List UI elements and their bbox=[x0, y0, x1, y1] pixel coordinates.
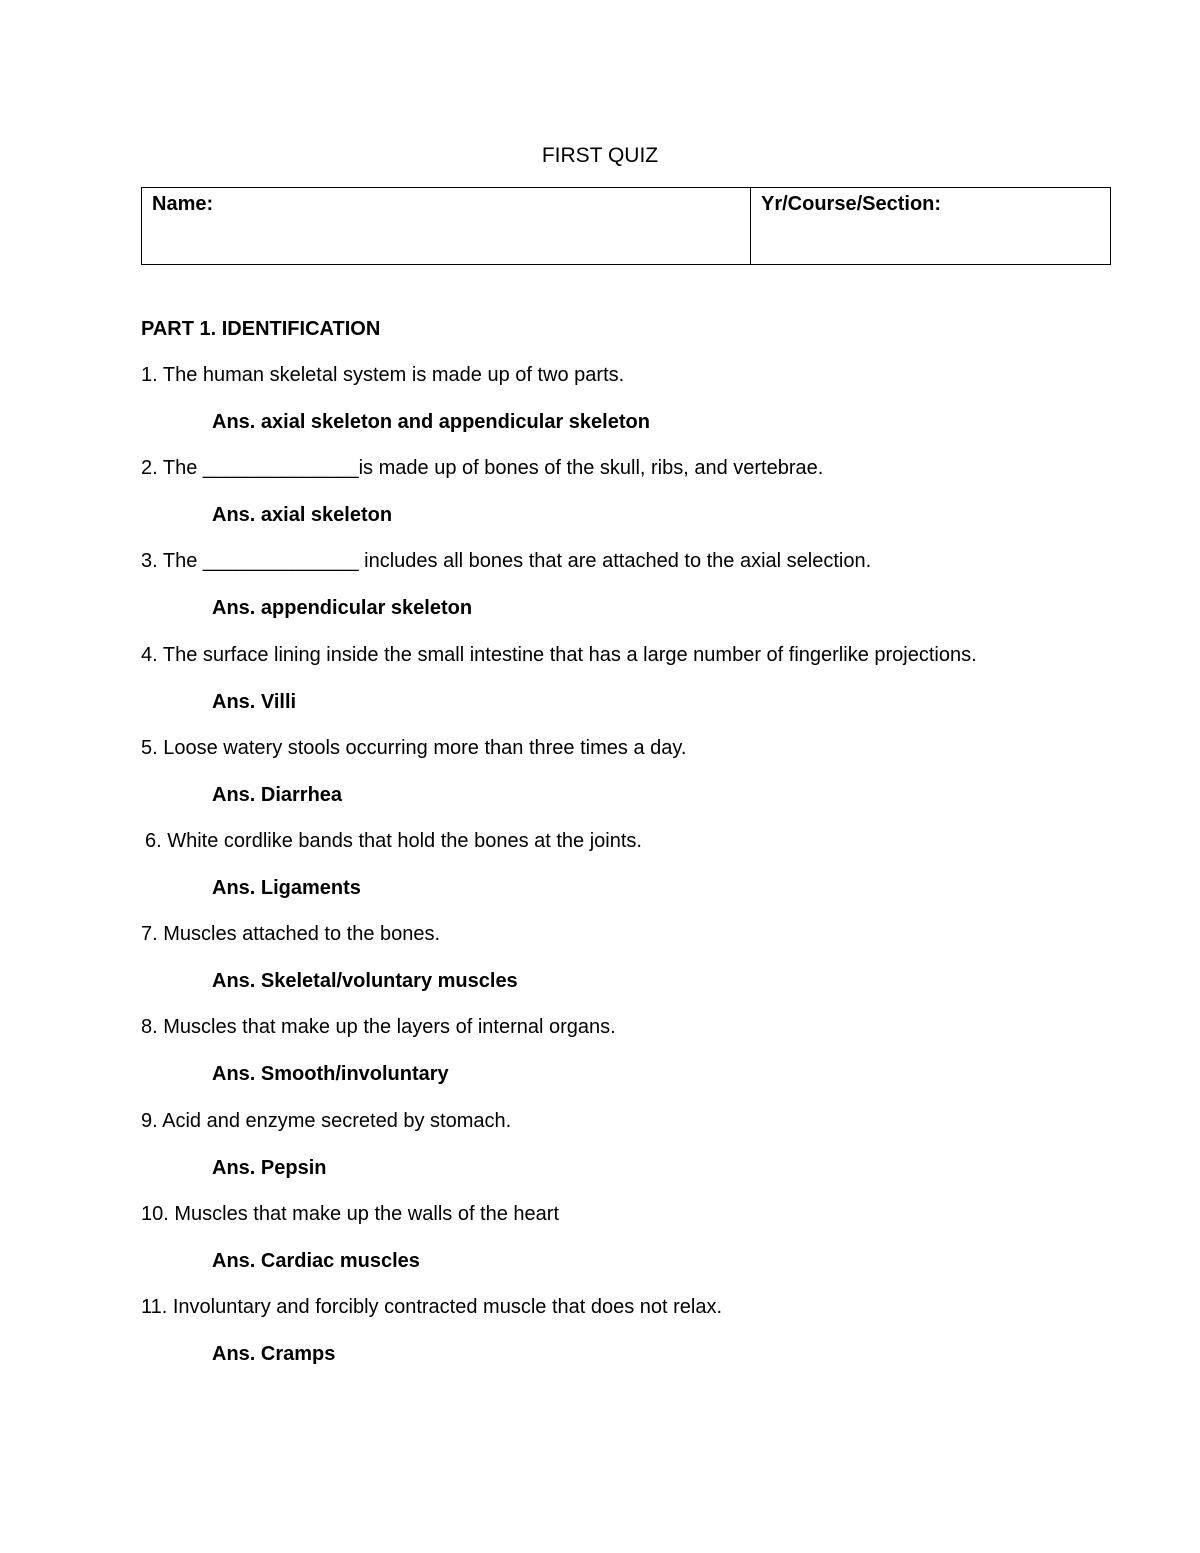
question-text: 5. Loose watery stools occurring more than three times a day. bbox=[141, 736, 687, 759]
section-label: Yr/Course/Section: bbox=[761, 193, 942, 215]
answer-text: Ans. Diarrhea bbox=[212, 783, 343, 806]
answer-text: Ans. Smooth/involuntary bbox=[212, 1063, 449, 1086]
answer-text: Ans. Ligaments bbox=[212, 876, 361, 899]
question-text: 1. The human skeletal system is made up of two parts. bbox=[141, 364, 625, 386]
answer-text: Ans. Skeletal/voluntary muscles bbox=[212, 970, 518, 993]
answer-text: Ans. Pepsin bbox=[212, 1156, 327, 1179]
list-item bbox=[0, 1014, 1200, 1107]
answer-text: Ans. Cramps bbox=[212, 1342, 336, 1365]
question-text: 7. Muscles attached to the bones. bbox=[141, 923, 441, 946]
list-item bbox=[0, 1294, 1200, 1387]
answer-text: Ans. appendicular skeleton bbox=[212, 597, 473, 620]
student-info-table bbox=[141, 187, 1111, 265]
list-item bbox=[0, 362, 1200, 455]
name-label: Name: bbox=[152, 193, 214, 215]
page-title: FIRST QUIZ bbox=[541, 144, 659, 167]
list-item bbox=[0, 921, 1200, 1014]
name-field[interactable] bbox=[142, 188, 751, 264]
question-text: 9. Acid and enzyme secreted by stomach. bbox=[141, 1109, 512, 1132]
list-item bbox=[0, 548, 1200, 641]
list-item bbox=[0, 1108, 1200, 1201]
list-item bbox=[0, 1201, 1200, 1294]
list-item bbox=[0, 828, 1200, 921]
question-text: 6. White cordlike bands that hold the bones at the joints. bbox=[145, 829, 642, 852]
question-text: 11. Involuntary and forcibly contracted muscle that does not relax. bbox=[141, 1295, 723, 1318]
list-item bbox=[0, 455, 1200, 548]
question-text: 4. The surface lining inside the small intestine that has a large number of fingerlike projections. bbox=[141, 643, 977, 666]
question-text: 8. Muscles that make up the layers of internal organs. bbox=[141, 1016, 616, 1039]
answer-text: Ans. axial skeleton and appendicular skeleton bbox=[212, 411, 650, 433]
section-field[interactable] bbox=[751, 188, 1110, 264]
question-text: 3. The ______________ includes all bones that are attached to the axial selection. bbox=[141, 550, 872, 573]
question-list bbox=[0, 362, 1200, 1387]
answer-text: Ans. Cardiac muscles bbox=[212, 1249, 420, 1272]
question-text: 2. The ______________is made up of bones of the skull, ribs, and vertebrae. bbox=[141, 457, 824, 480]
list-item bbox=[0, 642, 1200, 735]
question-text: 10. Muscles that make up the walls of the heart bbox=[141, 1202, 559, 1225]
answer-text: Ans. Villi bbox=[212, 690, 297, 713]
part-heading: PART 1. IDENTIFICATION bbox=[141, 318, 381, 340]
answer-text: Ans. axial skeleton bbox=[212, 504, 393, 527]
list-item bbox=[0, 735, 1200, 828]
